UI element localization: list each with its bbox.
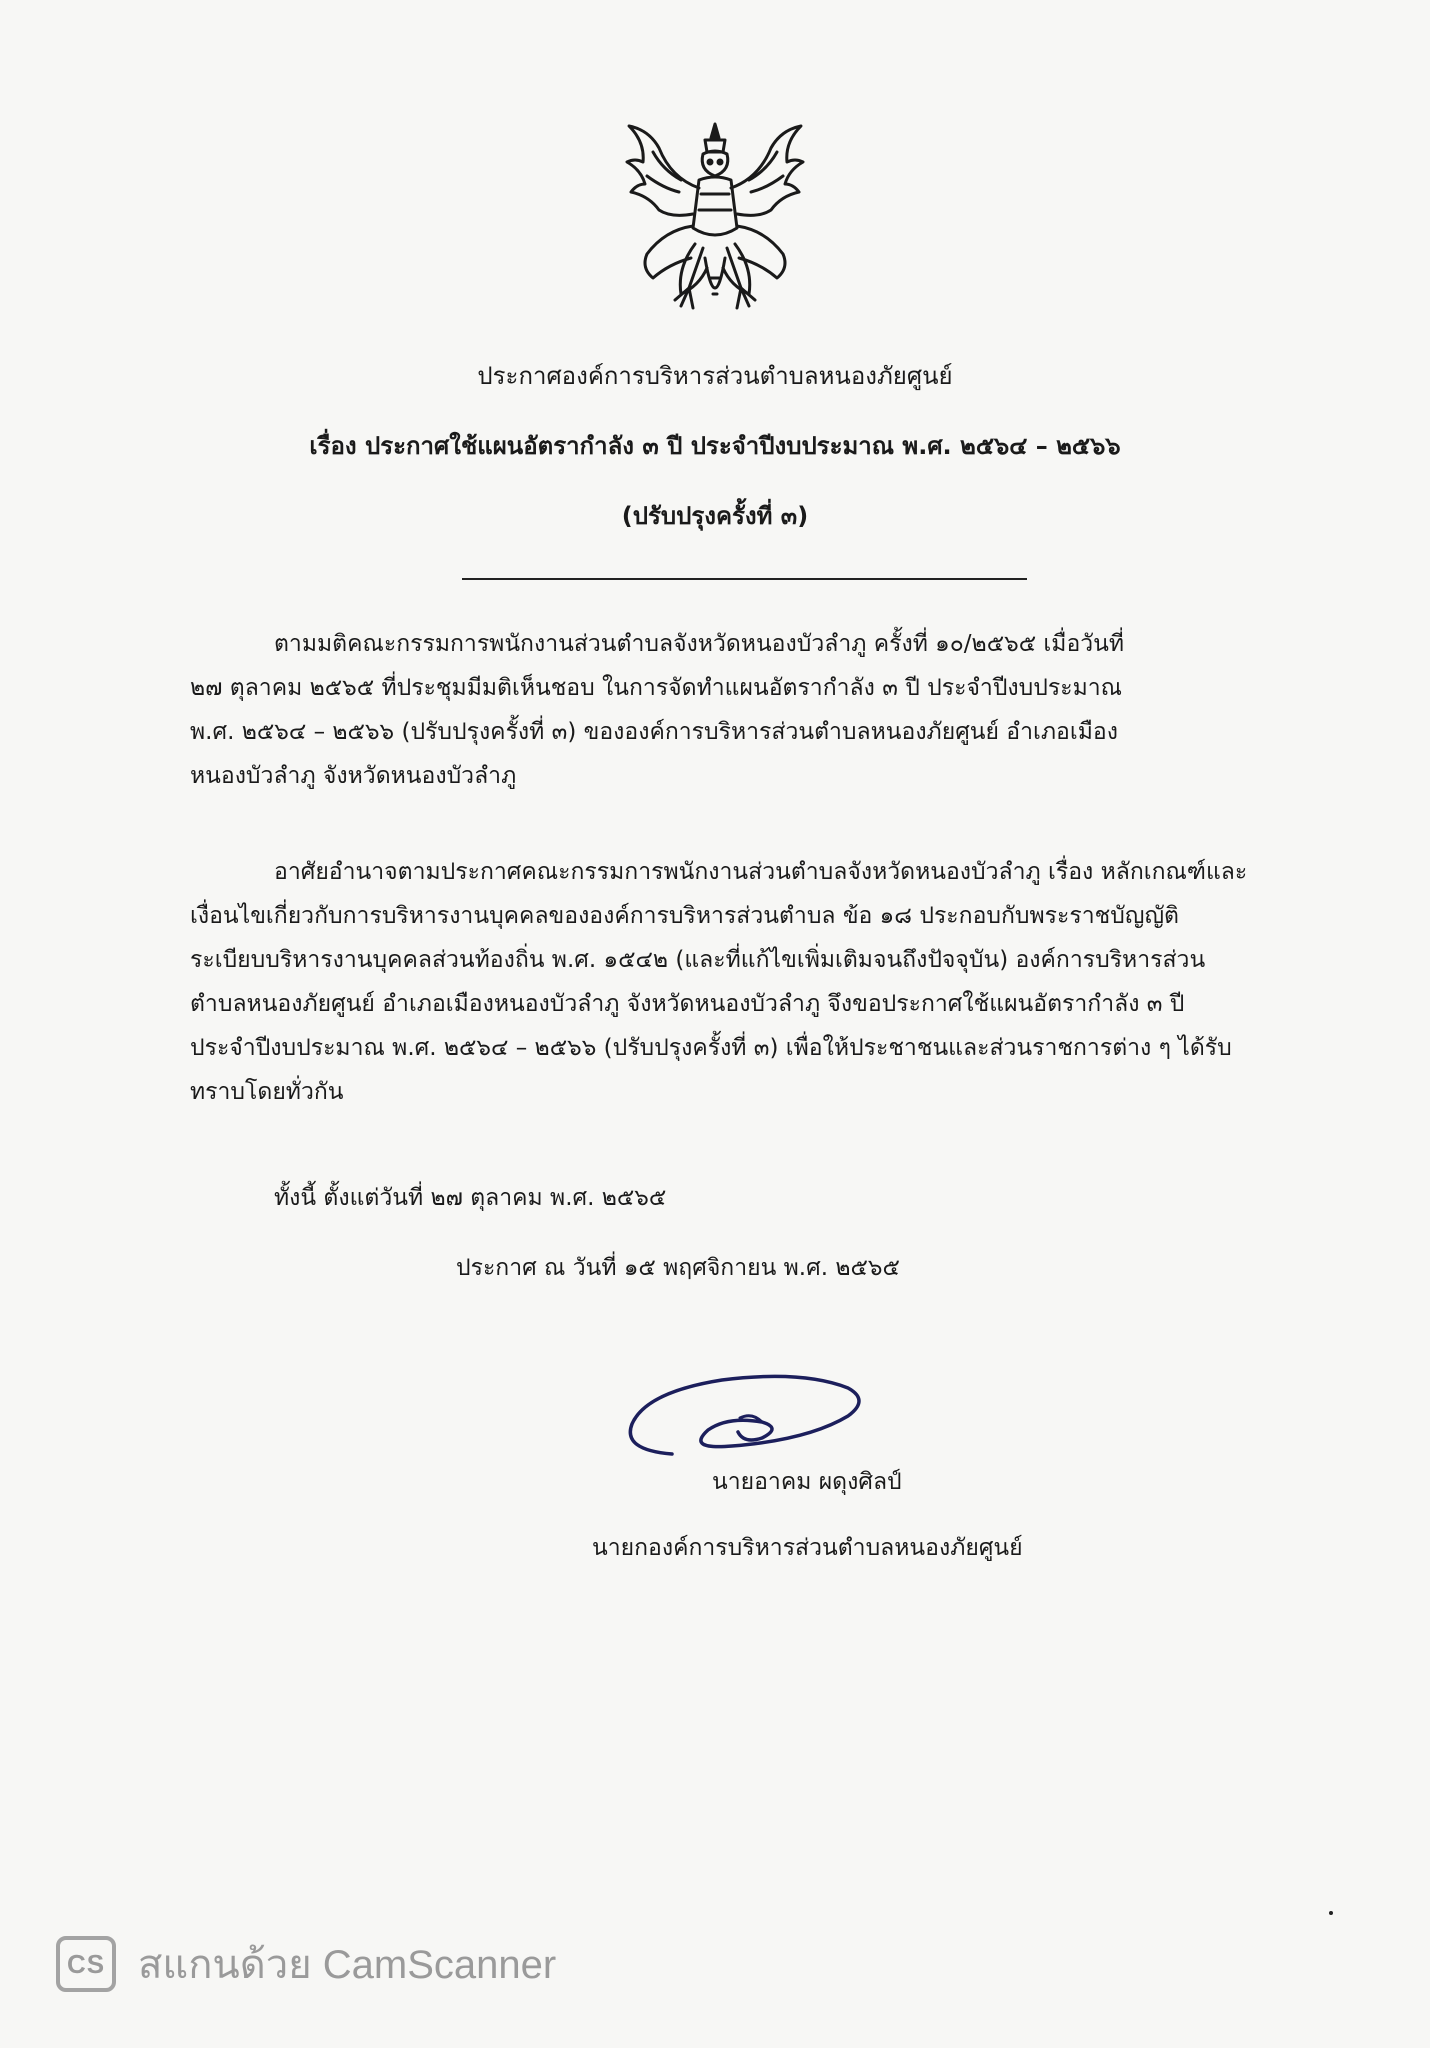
paragraph-line: ทราบโดยทั่วกัน bbox=[190, 1079, 344, 1105]
paragraph-line: ระเบียบบริหารงานบุคคลส่วนท้องถิ่น พ.ศ. ๑๕๔๒ (และที่แก้ไขเพิ่มเติมจนถึงปัจจุบัน) องค์การบริหารส่วน bbox=[190, 947, 1206, 973]
camscanner-watermark bbox=[56, 1934, 556, 1994]
paragraph-line: พ.ศ. ๒๕๖๔ – ๒๕๖๖ (ปรับปรุงครั้งที่ ๓) ขององค์การบริหารส่วนตำบลหนองภัยศูนย์ อำเภอเมือง bbox=[190, 719, 1118, 745]
paragraph-line: ตามมติคณะกรรมการพนักงานส่วนตำบลจังหวัดหนองบัวลำภู ครั้งที่ ๑๐/๒๕๖๕ เมื่อวันที่ bbox=[274, 631, 1125, 657]
signer-name: นายอาคม ผดุงศิลป์ bbox=[712, 1469, 902, 1495]
document-revision: (ปรับปรุงครั้งที่ ๓) bbox=[621, 502, 809, 530]
announcement-date: ประกาศ ณ วันที่ ๑๕ พฤศจิกายน พ.ศ. ๒๕๖๕ bbox=[456, 1255, 900, 1281]
paragraph-line: เงื่อนไขเกี่ยวกับการบริหารงานบุคคลขององค์การบริหารส่วนตำบล ข้อ ๑๘ ประกอบกับพระราชบัญญัติ bbox=[190, 903, 1179, 929]
camscanner-logo-icon: CS bbox=[56, 1936, 116, 1992]
paragraph-line: อาศัยอำนาจตามประกาศคณะกรรมการพนักงานส่วนตำบลจังหวัดหนองบัวลำภู เรื่อง หลักเกณฑ์และ bbox=[274, 859, 1248, 885]
header-divider bbox=[462, 578, 1027, 580]
paragraph-line: หนองบัวลำภู จังหวัดหนองบัวลำภู bbox=[190, 763, 517, 789]
paragraph-line: ตำบลหนองภัยศูนย์ อำเภอเมืองหนองบัวลำภู จังหวัดหนองบัวลำภู จึงขอประกาศใช้แผนอัตรากำลัง ๓ ปี bbox=[190, 991, 1185, 1017]
body-paragraph-1 bbox=[190, 622, 1305, 798]
garuda-emblem-icon bbox=[619, 118, 811, 324]
scan-speck bbox=[1329, 1911, 1333, 1915]
effective-date: ทั้งนี้ ตั้งแต่วันที่ ๒๗ ตุลาคม พ.ศ. ๒๕๖๕ bbox=[274, 1185, 667, 1211]
watermark-text: สแกนด้วย CamScanner bbox=[138, 1943, 557, 1987]
paragraph-line: ๒๗ ตุลาคม ๒๕๖๕ ที่ประชุมมีมติเห็นชอบ ในการจัดทำแผนอัตรากำลัง ๓ ปี ประจำปีงบประมาณ bbox=[190, 675, 1122, 701]
document-header-org: ประกาศองค์การบริหารส่วนตำบลหนองภัยศูนย์ bbox=[477, 362, 953, 390]
signer-title: นายกองค์การบริหารส่วนตำบลหนองภัยศูนย์ bbox=[592, 1535, 1023, 1561]
body-paragraph-2 bbox=[190, 850, 1305, 1114]
document-subject: เรื่อง ประกาศใช้แผนอัตรากำลัง ๓ ปี ประจำปีงบประมาณ พ.ศ. ๒๕๖๔ – ๒๕๖๖ bbox=[309, 432, 1121, 460]
handwritten-signature bbox=[612, 1366, 872, 1466]
paragraph-line: ประจำปีงบประมาณ พ.ศ. ๒๕๖๔ – ๒๕๖๖ (ปรับปรุงครั้งที่ ๓) เพื่อให้ประชาชนและส่วนราชการต่าง ๆ ได้รับ bbox=[190, 1035, 1232, 1061]
